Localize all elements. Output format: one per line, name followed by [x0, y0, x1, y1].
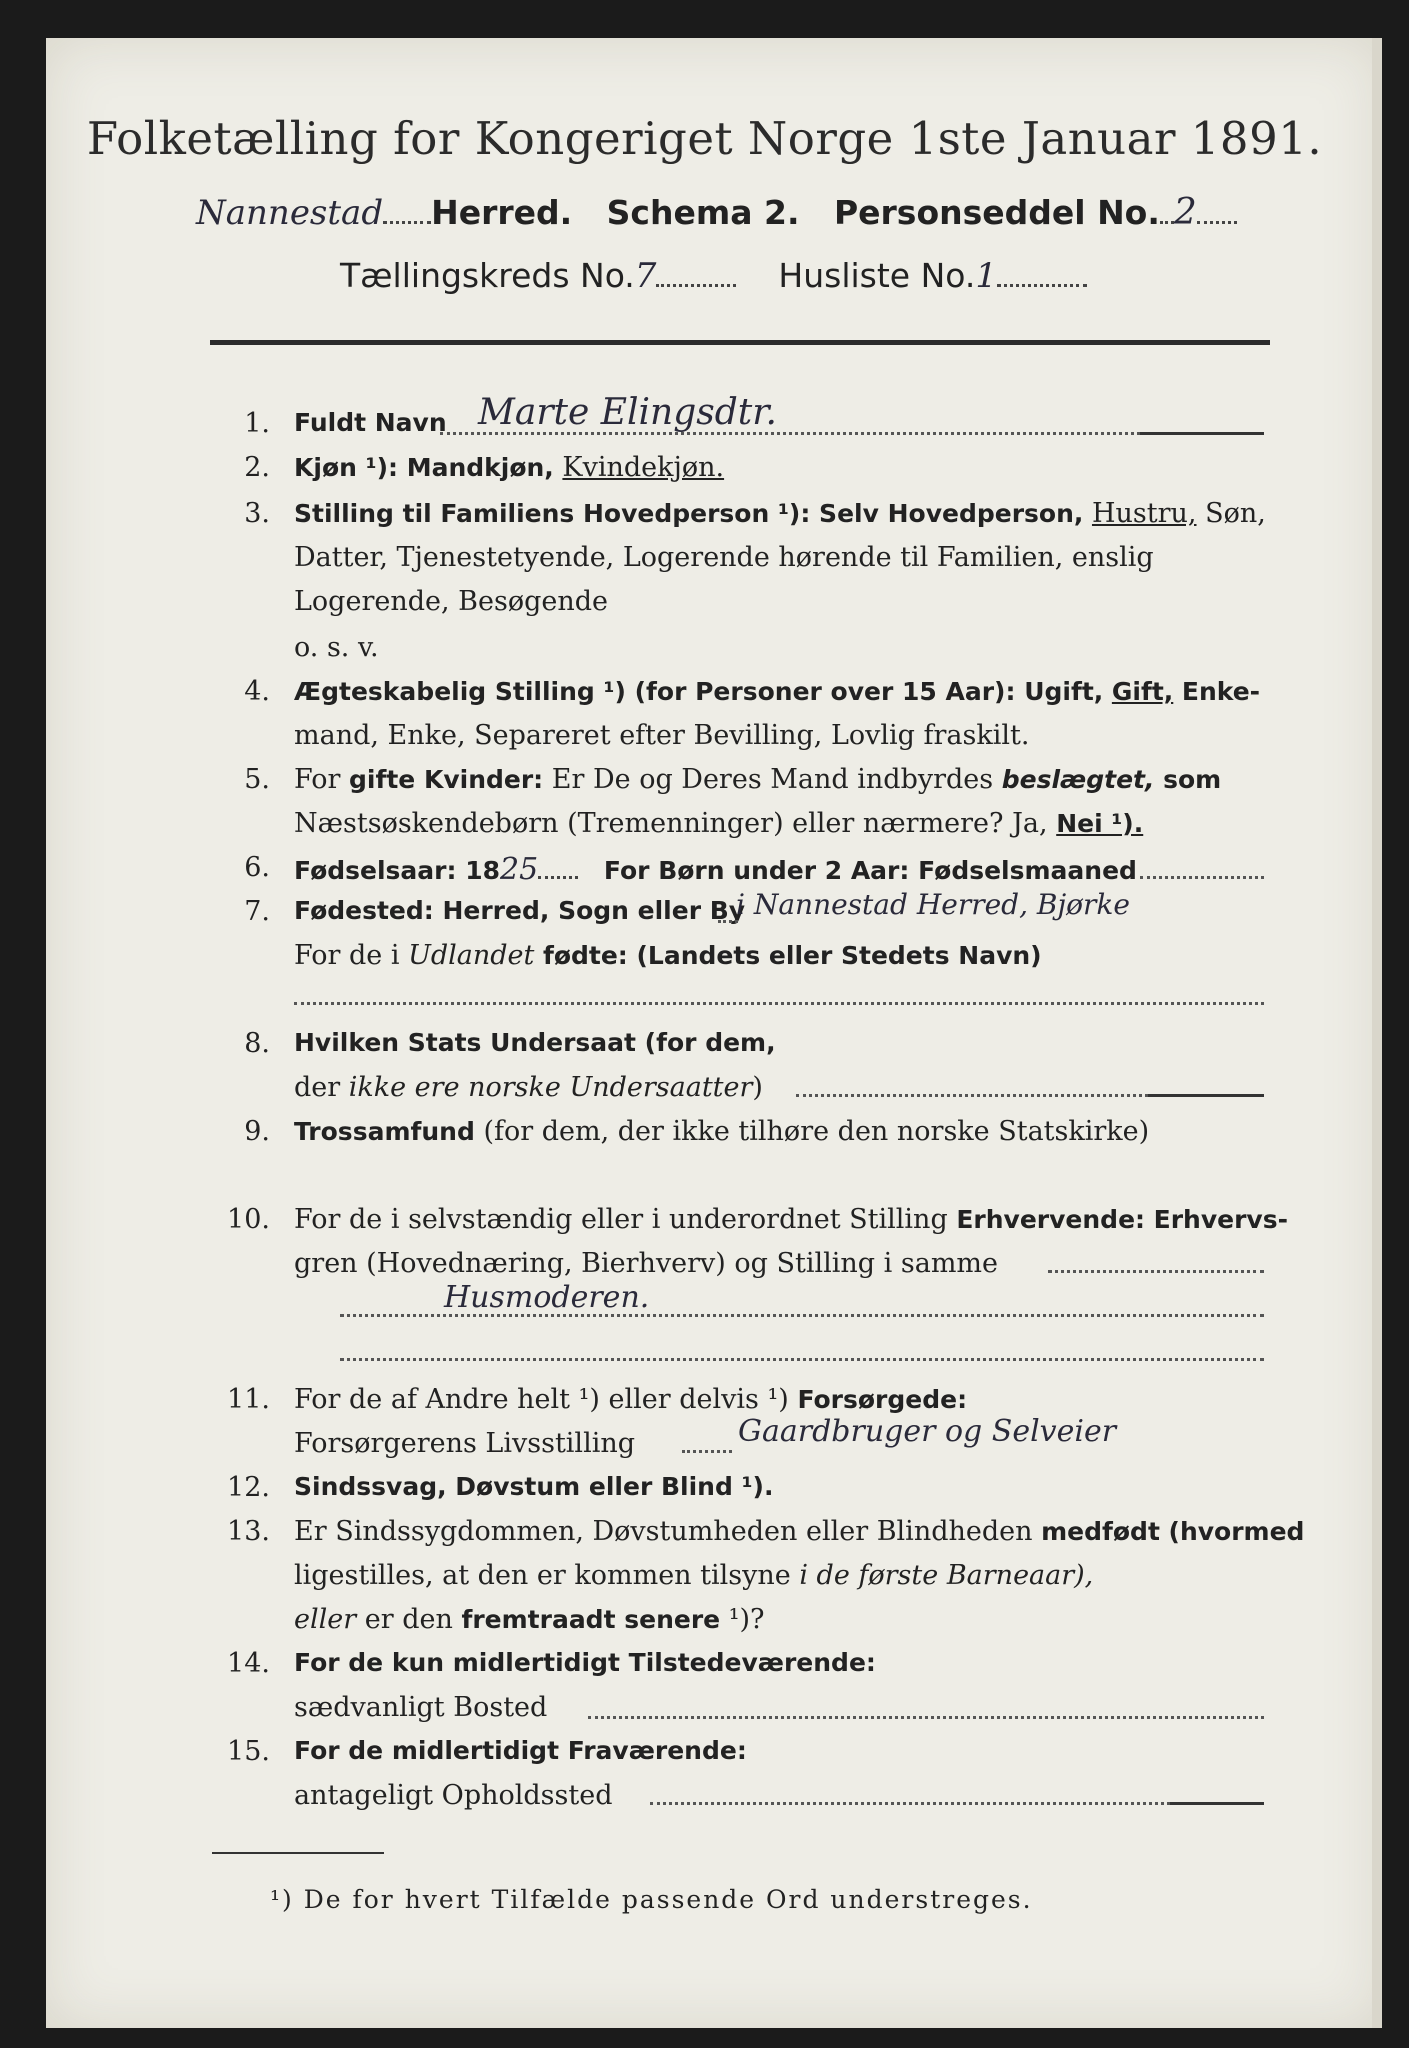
underlined-option: Hustru, [1091, 498, 1197, 529]
footnote: ¹) De for hvert Tilfælde passende Ord understreges. [270, 1885, 1033, 1914]
occupation-value: Husmoderen. [444, 1280, 650, 1315]
personseddel-value: 2 [1173, 192, 1197, 233]
kreds-label: Tællingskreds No. [340, 256, 635, 295]
schema-label: Schema 2. [606, 193, 800, 232]
header-line-herred [196, 192, 1237, 233]
item-label: Fødested: Herred, Sogn eller By [294, 896, 746, 925]
item-label: Ægteskabelig Stilling ¹) (for Personer over 15 Aar): Ugift, [294, 677, 1104, 706]
herred-value: Nannestad [196, 193, 384, 233]
item-text: mand, Enke, Separeret efter Bevilling, Lovlig fraskilt. [294, 720, 1030, 751]
header-line-kreds [340, 256, 1087, 296]
dots [383, 221, 431, 224]
husliste-label: Husliste No. [778, 256, 976, 295]
item-label: Fødselsaar: 18 [294, 856, 500, 885]
item-text: Logerende, Besøgende [294, 586, 608, 617]
form-title: Folketælling for Kongeriget Norge 1ste Januar 1891. [86, 112, 1323, 165]
husliste-value: 1 [975, 256, 998, 296]
item-number: 1. [244, 408, 270, 439]
item-text: o. s. v. [294, 632, 379, 663]
birth-year-value: 25 [499, 852, 539, 887]
fill-line [440, 432, 1260, 435]
header-rule [210, 340, 1270, 345]
underlined-option: Kvindekjøn. [562, 452, 725, 483]
item-label: Trossamfund [294, 1117, 475, 1146]
item-text: Forsørgerens Livsstilling [294, 1428, 636, 1459]
personseddel-label: Personseddel No. [833, 193, 1160, 232]
item-text: sædvanligt Bosted [294, 1692, 548, 1723]
item-label: Fuldt Navn [294, 408, 447, 437]
item-text: antageligt Opholdssted [294, 1780, 613, 1811]
provider-occupation-value: Gaardbruger og Selveier [738, 1414, 1117, 1449]
item-label: Sindssvag, Døvstum eller Blind ¹). [294, 1472, 774, 1501]
page-edge [1372, 38, 1382, 2028]
item-text: Næstsøskendebørn (Tremenninger) eller nærmere? Ja, [294, 808, 1048, 839]
herred-label: Herred. [431, 193, 573, 232]
underlined-option: Gift, [1111, 677, 1174, 706]
item-label: Stilling til Familiens Hovedperson ¹): Selv Hovedperson, [294, 499, 1084, 528]
item-label: Kjøn ¹): Mandkjøn, [294, 453, 554, 482]
item-text: gren (Hovednæring, Bierhverv) og Stilling i samme [294, 1248, 999, 1279]
full-name-value: Marte Elingsdtr. [478, 392, 777, 433]
underlined-option: Nei ¹). [1056, 809, 1144, 838]
item-text: Datter, Tjenestetyende, Logerende hørende til Familien, enslig [294, 542, 1154, 573]
item-label: For de kun midlertidigt Tilstedeværende: [294, 1648, 876, 1677]
footnote-rule [212, 1852, 384, 1854]
item-label: For de midlertidigt Fraværende: [294, 1736, 747, 1765]
kreds-value: 7 [634, 256, 657, 296]
birthplace-value: i Nannestad Herred, Bjørke [736, 888, 1130, 921]
item-label: Hvilken Stats Undersaat (for dem, [294, 1028, 776, 1057]
